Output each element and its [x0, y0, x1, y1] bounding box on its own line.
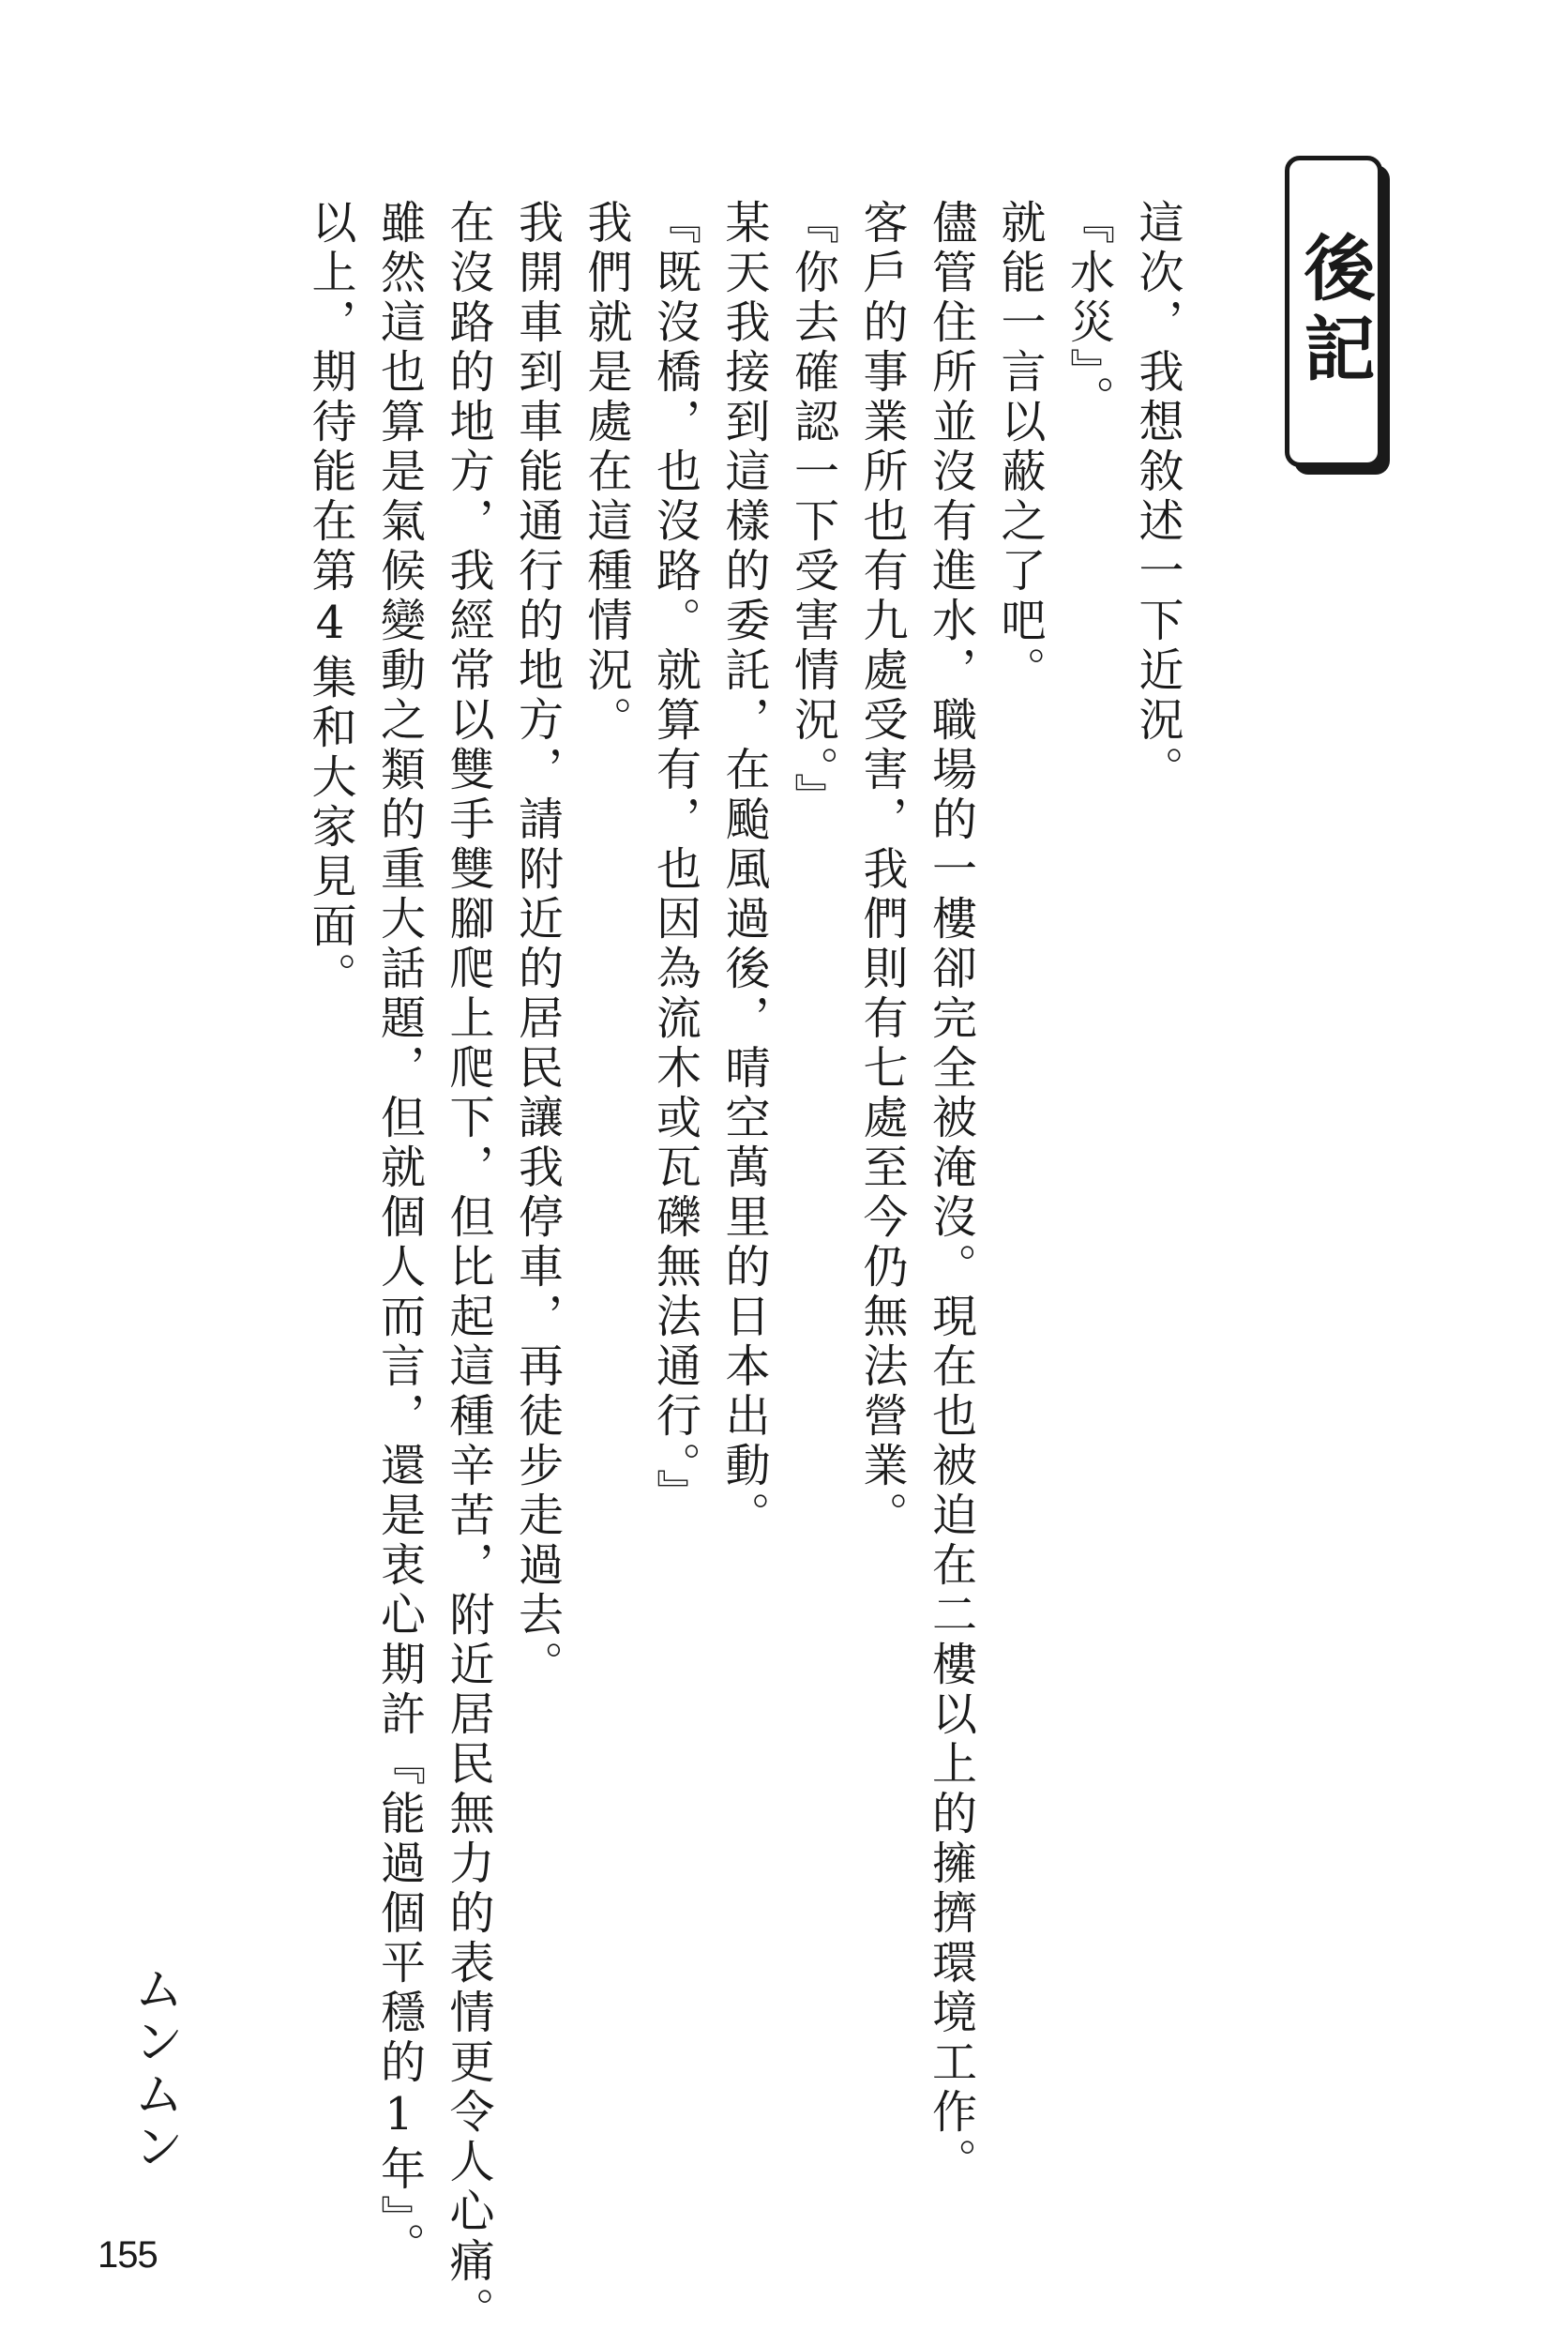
paragraph: 『既沒橋，也沒路。就算有，也因為流木或瓦礫無法通行。』	[648, 199, 701, 1519]
paragraph: 我開車到車能通行的地方，請附近的居民讓我停車，再徒步走過去。	[510, 199, 564, 1690]
paragraph: 以上，期待能在第4集和大家見面。	[304, 199, 356, 1002]
paragraph: 『水災』。	[1062, 199, 1115, 425]
paragraph: 在沒路的地方，我經常以雙手雙腳爬上爬下，但比起這種辛苦，附近居民無力的表情更令人心痛。	[442, 199, 494, 2337]
paragraph: 我們就是處在這種情況。	[580, 199, 632, 746]
paragraph: 客戶的事業所也有九處受害，我們則有七處至今仍無法營業。	[855, 199, 908, 1541]
body-text	[295, 199, 1192, 2337]
paragraph: 雖然這也算是氣候變動之類的重大話題，但就個人而言，還是衷心期許『能過個平穩的1年』。	[372, 199, 426, 2272]
paragraph: 就能一言以蔽之了吧。	[993, 199, 1046, 696]
author-signature: ムンムン	[126, 1962, 185, 2172]
page-number: 155	[98, 2234, 158, 2276]
paragraph: 儘管住所並沒有進水，職場的一樓卻完全被淹沒。現在也被迫在二樓以上的擁擠環境工作。	[924, 199, 977, 2187]
paragraph: 『你去確認一下受害情況。』	[786, 199, 839, 823]
paragraph: 這次，我想敘述一下近況。	[1131, 199, 1184, 795]
paragraph: 某天我接到這樣的委託，在颱風過後，晴空萬里的日本出動。	[717, 199, 770, 1541]
title-box	[1285, 156, 1382, 467]
page-title: 後記	[1292, 231, 1376, 392]
